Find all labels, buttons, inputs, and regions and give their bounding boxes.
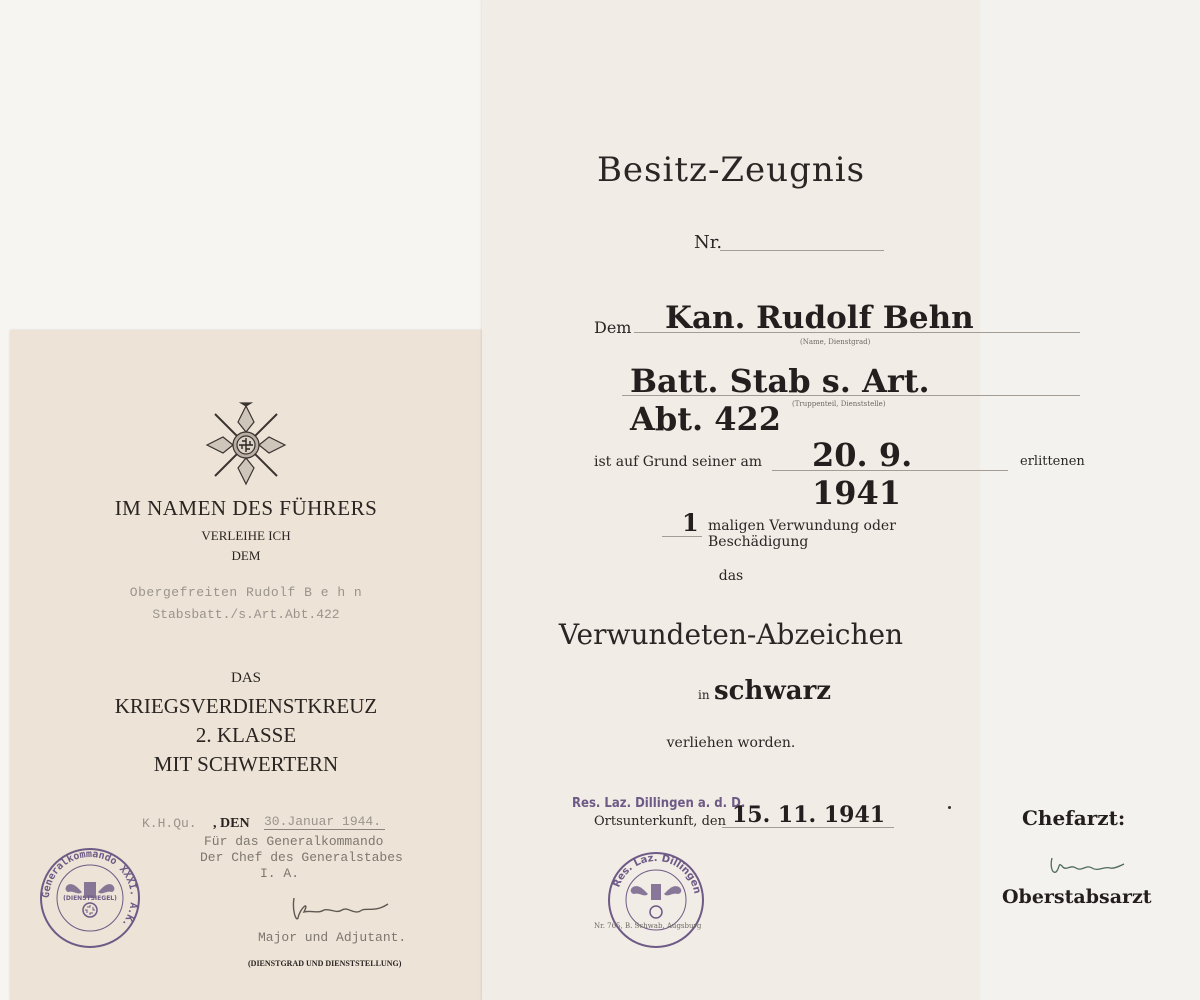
chief-signature: [1048, 852, 1128, 882]
award-title-2: 2. KLASSE: [195, 723, 297, 747]
rank: Major und Adjutant.: [258, 930, 407, 945]
dem-label: Dem: [594, 318, 632, 337]
recipient-name: Obergefreiten Rudolf B e h n: [129, 585, 363, 600]
award-intro: DAS: [230, 670, 261, 686]
name-caption: (Name, Dienstgrad): [800, 338, 871, 346]
war-merit-cross-icon: [10, 400, 482, 490]
award-title-1: KRIEGSVERDIENSTKREUZ: [114, 694, 378, 718]
recipient-unit: Stabsbatt./s.Art.Abt.422: [152, 607, 340, 622]
grade: schwarz: [714, 676, 832, 706]
heading: IM NAMEN DES FÜHRERS: [114, 496, 378, 520]
chief-rank: Oberstabsarzt: [1002, 886, 1152, 908]
reason-suffix: erlittenen: [1020, 454, 1085, 469]
den-label: , DEN: [213, 816, 250, 831]
award-date: 30.Januar 1944.: [264, 814, 385, 830]
das-label: das: [718, 568, 744, 584]
stamp-ring-text: Res. Laz. Dillingen: [611, 852, 703, 895]
awarded-text: verliehen worden.: [666, 735, 796, 751]
wound-date: 20. 9. 1941: [812, 436, 913, 512]
background: [980, 0, 1200, 1000]
reason-prefix: ist auf Grund seiner am: [594, 454, 763, 470]
signature: [288, 888, 398, 928]
unit-caption: (Truppenteil, Dienststelle): [792, 400, 886, 408]
nr-line: [720, 250, 884, 251]
issuer-line-1: Für das Generalkommando: [204, 834, 384, 849]
wound-badge-certificate: [482, 0, 1152, 1000]
badge-name: Verwundeten-Abzeichen: [558, 618, 904, 651]
recipient-name: Kan. Rudolf Behn: [665, 300, 974, 336]
svg-text:(DIENSTSIEGEL): (DIENSTSIEGEL): [63, 895, 117, 902]
times-count: 1: [682, 508, 699, 537]
official-stamp: [38, 846, 142, 950]
footer-caption: (DIENSTGRAD UND DIENSTSTELLUNG): [248, 959, 402, 968]
war-merit-cross-certificate: [10, 330, 482, 1000]
in-label: in: [698, 688, 710, 702]
wound-text: maligen Verwundung oder Beschädigung: [708, 518, 896, 550]
place-caption: Ortsunterkunft, den: [594, 814, 726, 829]
award-title-3: MIT SCHWERTERN: [153, 752, 339, 776]
issuer-line-3: I. A.: [260, 866, 300, 881]
place: K.H.Qu.: [142, 816, 197, 831]
stamp-ring-text: Generalkommando XXXI. A.K.: [40, 848, 140, 929]
certificate-title: Besitz-Zeugnis: [596, 150, 866, 190]
verleihe-line: VERLEIHE ICH: [201, 528, 291, 543]
place-stamp: Res. Laz. Dillingen a. d. D.: [572, 796, 746, 811]
issue-date: 15. 11. 1941: [732, 802, 886, 828]
recipient-unit: Batt. Stab s. Art. Abt. 422: [630, 362, 930, 438]
hospital-stamp: [594, 850, 718, 950]
issuer-line-2: Der Chef des Generalstabes: [200, 850, 403, 865]
chief-label: Chefarzt:: [1022, 806, 1126, 830]
times-line: [662, 536, 702, 537]
printer-note: Nr. 765, B. Schwab, Augsburg: [594, 922, 702, 930]
nr-label: Nr.: [694, 232, 723, 253]
ink-dot: [948, 806, 951, 809]
dem-line: DEM: [231, 548, 261, 563]
